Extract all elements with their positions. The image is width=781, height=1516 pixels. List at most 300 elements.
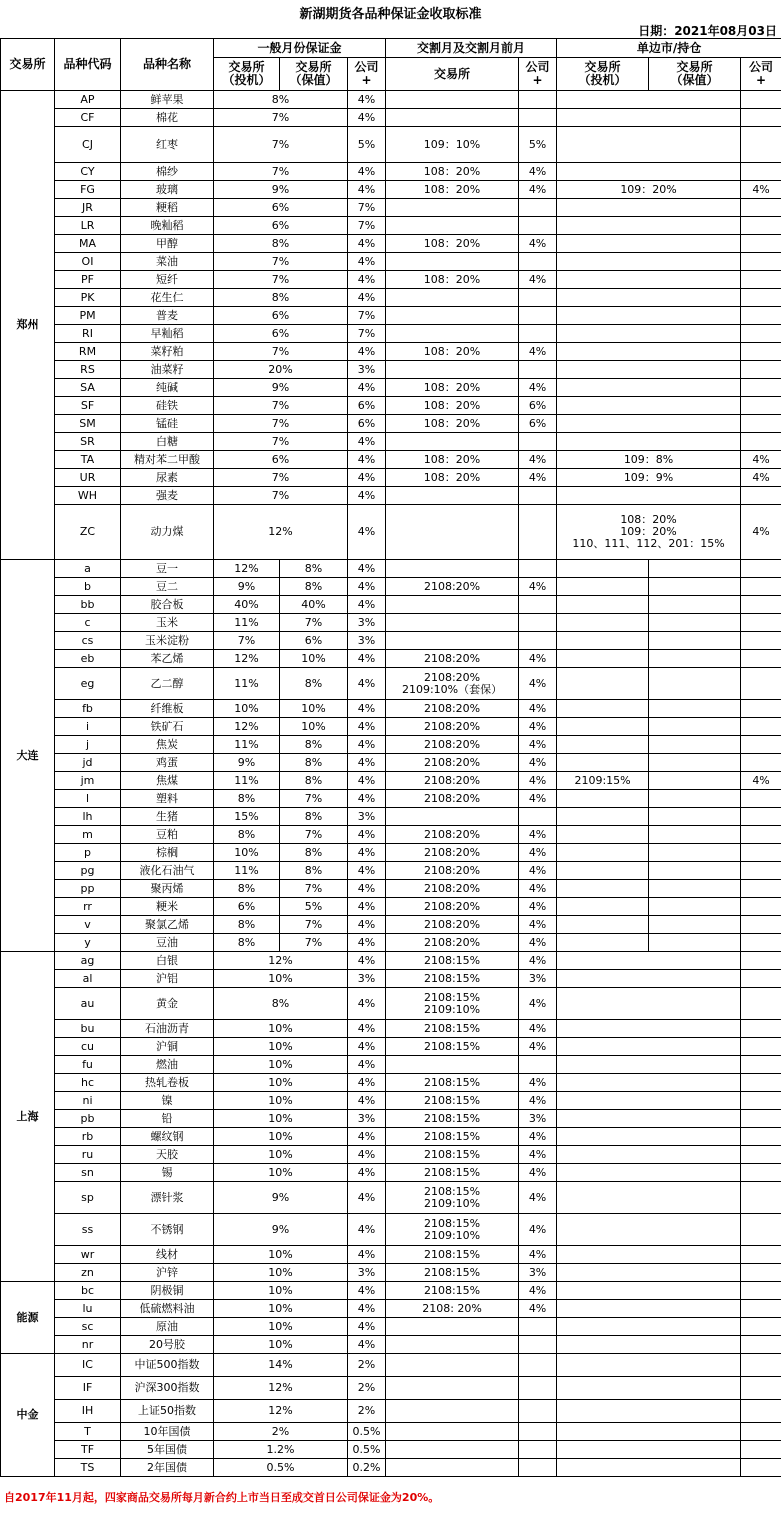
delivery-margin: 2108:20% xyxy=(386,578,519,596)
general-margin-spec: 11% xyxy=(214,736,280,754)
general-margin: 10% xyxy=(214,1110,348,1128)
single-margin-hedge xyxy=(649,614,741,632)
general-margin: 7% xyxy=(214,433,348,451)
single-margin-hedge xyxy=(649,650,741,668)
single-company xyxy=(741,163,781,181)
table-row xyxy=(1,614,781,632)
table-row xyxy=(1,1092,781,1110)
single-margin xyxy=(557,1092,741,1110)
product-name: 漂针浆 xyxy=(121,1182,214,1214)
delivery-company xyxy=(519,1441,557,1459)
general-margin-hedge: 6% xyxy=(280,632,348,650)
single-company xyxy=(741,650,781,668)
single-company xyxy=(741,988,781,1020)
product-code: PK xyxy=(55,289,121,307)
general-margin-hedge: 8% xyxy=(280,560,348,578)
general-margin: 8% xyxy=(214,289,348,307)
general-margin: 7% xyxy=(214,271,348,289)
single-margin xyxy=(557,361,741,379)
table-row xyxy=(1,826,781,844)
delivery-company xyxy=(519,325,557,343)
general-company: 4% xyxy=(348,1336,386,1354)
single-company xyxy=(741,289,781,307)
single-margin-hedge xyxy=(649,718,741,736)
general-margin-hedge: 8% xyxy=(280,844,348,862)
table-row xyxy=(1,1300,781,1318)
single-company xyxy=(741,487,781,505)
table-row xyxy=(1,790,781,808)
single-margin xyxy=(557,1146,741,1164)
delivery-margin: 2108:15% 2109:10% xyxy=(386,1214,519,1246)
single-margin xyxy=(557,379,741,397)
general-margin-hedge: 7% xyxy=(280,790,348,808)
general-margin: 10% xyxy=(214,1246,348,1264)
product-code: cu xyxy=(55,1038,121,1056)
general-company: 4% xyxy=(348,253,386,271)
general-margin-hedge: 40% xyxy=(280,596,348,614)
general-company: 4% xyxy=(348,1146,386,1164)
table-row xyxy=(1,451,781,469)
delivery-company: 4% xyxy=(519,235,557,253)
single-margin-hedge xyxy=(649,560,741,578)
product-name: 沪锌 xyxy=(121,1264,214,1282)
delivery-company: 4% xyxy=(519,1020,557,1038)
product-code: i xyxy=(55,718,121,736)
single-margin-spec xyxy=(557,718,649,736)
general-margin: 10% xyxy=(214,1164,348,1182)
single-company xyxy=(741,1182,781,1214)
single-company xyxy=(741,1110,781,1128)
delivery-company: 6% xyxy=(519,415,557,433)
table-row xyxy=(1,1056,781,1074)
general-company: 4% xyxy=(348,1038,386,1056)
single-margin xyxy=(557,1354,741,1377)
table-row xyxy=(1,307,781,325)
single-margin xyxy=(557,952,741,970)
single-company xyxy=(741,578,781,596)
product-name: 锡 xyxy=(121,1164,214,1182)
single-company xyxy=(741,397,781,415)
single-company xyxy=(741,1282,781,1300)
single-company xyxy=(741,1164,781,1182)
single-margin-hedge xyxy=(649,632,741,650)
delivery-margin xyxy=(386,596,519,614)
single-margin: 109：9% xyxy=(557,469,741,487)
table-row xyxy=(1,1336,781,1354)
table-row xyxy=(1,199,781,217)
delivery-company: 4% xyxy=(519,1164,557,1182)
product-name: 玻璃 xyxy=(121,181,214,199)
product-code: sc xyxy=(55,1318,121,1336)
single-margin xyxy=(557,1282,741,1300)
product-code: ZC xyxy=(55,505,121,560)
delivery-company: 4% xyxy=(519,862,557,880)
product-name: 乙二醇 xyxy=(121,668,214,700)
product-name: 早籼稻 xyxy=(121,325,214,343)
delivery-company: 4% xyxy=(519,844,557,862)
product-code: fu xyxy=(55,1056,121,1074)
single-margin xyxy=(557,1020,741,1038)
general-company: 4% xyxy=(348,560,386,578)
delivery-margin xyxy=(386,289,519,307)
general-margin: 8% xyxy=(214,235,348,253)
product-name: 白银 xyxy=(121,952,214,970)
product-code: ag xyxy=(55,952,121,970)
general-company: 4% xyxy=(348,1182,386,1214)
general-company: 0.5% xyxy=(348,1423,386,1441)
header-delivery: 交割月及交割月前月 xyxy=(386,39,557,58)
delivery-company: 4% xyxy=(519,718,557,736)
product-name: 豆油 xyxy=(121,934,214,952)
general-margin-hedge: 8% xyxy=(280,754,348,772)
single-margin xyxy=(557,1214,741,1246)
table-row xyxy=(1,397,781,415)
delivery-company: 4% xyxy=(519,826,557,844)
single-margin xyxy=(557,1056,741,1074)
delivery-margin: 108：20% xyxy=(386,469,519,487)
delivery-margin: 109：10% xyxy=(386,127,519,163)
table-row xyxy=(1,560,781,578)
delivery-company: 4% xyxy=(519,952,557,970)
product-name: 鲜苹果 xyxy=(121,91,214,109)
product-name: 锰硅 xyxy=(121,415,214,433)
delivery-margin: 2108:15% xyxy=(386,952,519,970)
general-company: 4% xyxy=(348,1020,386,1038)
single-margin xyxy=(557,1300,741,1318)
product-code: ss xyxy=(55,1214,121,1246)
table-row xyxy=(1,880,781,898)
header-company: 公司 + xyxy=(348,58,386,91)
single-company xyxy=(741,1400,781,1423)
table-row xyxy=(1,505,781,560)
header-delivery-company: 公司 + xyxy=(519,58,557,91)
general-company: 7% xyxy=(348,307,386,325)
product-code: CJ xyxy=(55,127,121,163)
general-margin: 10% xyxy=(214,1020,348,1038)
table-row xyxy=(1,934,781,952)
general-margin: 10% xyxy=(214,1300,348,1318)
single-company xyxy=(741,1441,781,1459)
general-margin-hedge: 5% xyxy=(280,898,348,916)
delivery-margin xyxy=(386,808,519,826)
general-margin: 8% xyxy=(214,988,348,1020)
table-row xyxy=(1,127,781,163)
general-margin: 10% xyxy=(214,1264,348,1282)
product-name: 黄金 xyxy=(121,988,214,1020)
single-margin xyxy=(557,1182,741,1214)
product-code: CF xyxy=(55,109,121,127)
exchange-name: 郑州 xyxy=(1,91,55,560)
general-margin-spec: 9% xyxy=(214,754,280,772)
delivery-company xyxy=(519,560,557,578)
single-margin: 109：20% xyxy=(557,181,741,199)
table-row xyxy=(1,1441,781,1459)
general-company: 4% xyxy=(348,578,386,596)
table-row xyxy=(1,1354,781,1377)
delivery-margin: 108：20% xyxy=(386,163,519,181)
general-company: 4% xyxy=(348,880,386,898)
single-margin xyxy=(557,271,741,289)
general-margin: 20% xyxy=(214,361,348,379)
general-margin-hedge: 8% xyxy=(280,808,348,826)
general-margin: 7% xyxy=(214,127,348,163)
product-code: jd xyxy=(55,754,121,772)
general-company: 4% xyxy=(348,379,386,397)
single-margin xyxy=(557,1441,741,1459)
general-company: 4% xyxy=(348,469,386,487)
delivery-company: 4% xyxy=(519,1300,557,1318)
single-margin xyxy=(557,1038,741,1056)
general-margin: 10% xyxy=(214,1074,348,1092)
delivery-company xyxy=(519,289,557,307)
product-name: 粳米 xyxy=(121,898,214,916)
delivery-margin: 2108:15% xyxy=(386,1282,519,1300)
general-margin: 14% xyxy=(214,1354,348,1377)
header-code: 品种代码 xyxy=(55,39,121,91)
table-row xyxy=(1,952,781,970)
single-margin: 109：8% xyxy=(557,451,741,469)
product-code: LR xyxy=(55,217,121,235)
single-margin xyxy=(557,1110,741,1128)
product-code: j xyxy=(55,736,121,754)
header-general: 一般月份保证金 xyxy=(214,39,386,58)
general-margin-hedge: 7% xyxy=(280,614,348,632)
delivery-company: 4% xyxy=(519,736,557,754)
product-code: TF xyxy=(55,1441,121,1459)
product-code: PM xyxy=(55,307,121,325)
single-margin xyxy=(557,1128,741,1146)
product-code: pp xyxy=(55,880,121,898)
single-company: 4% xyxy=(741,181,781,199)
table-row xyxy=(1,91,781,109)
delivery-margin xyxy=(386,614,519,632)
delivery-company: 4% xyxy=(519,790,557,808)
product-name: 燃油 xyxy=(121,1056,214,1074)
delivery-margin: 108：20% xyxy=(386,181,519,199)
delivery-margin xyxy=(386,487,519,505)
single-margin-spec xyxy=(557,808,649,826)
general-company: 4% xyxy=(348,91,386,109)
product-code: RS xyxy=(55,361,121,379)
delivery-company xyxy=(519,253,557,271)
general-margin-spec: 6% xyxy=(214,898,280,916)
delivery-margin xyxy=(386,361,519,379)
single-company xyxy=(741,253,781,271)
product-name: 热轧卷板 xyxy=(121,1074,214,1092)
single-margin xyxy=(557,289,741,307)
general-company: 4% xyxy=(348,700,386,718)
delivery-company: 4% xyxy=(519,1282,557,1300)
single-company xyxy=(741,934,781,952)
product-code: SA xyxy=(55,379,121,397)
single-company xyxy=(741,1459,781,1477)
product-name: 螺纹钢 xyxy=(121,1128,214,1146)
product-name: 玉米淀粉 xyxy=(121,632,214,650)
table-row xyxy=(1,361,781,379)
general-company: 0.2% xyxy=(348,1459,386,1477)
product-code: y xyxy=(55,934,121,952)
table-row xyxy=(1,235,781,253)
general-company: 6% xyxy=(348,415,386,433)
delivery-company: 4% xyxy=(519,271,557,289)
general-margin-spec: 10% xyxy=(214,844,280,862)
delivery-company xyxy=(519,487,557,505)
general-company: 2% xyxy=(348,1354,386,1377)
product-code: SR xyxy=(55,433,121,451)
product-name: 晚籼稻 xyxy=(121,217,214,235)
single-company xyxy=(741,1092,781,1110)
product-code: pb xyxy=(55,1110,121,1128)
general-company: 7% xyxy=(348,217,386,235)
delivery-company: 3% xyxy=(519,1264,557,1282)
product-code: b xyxy=(55,578,121,596)
delivery-margin: 2108:15% xyxy=(386,1092,519,1110)
product-name: 动力煤 xyxy=(121,505,214,560)
single-company xyxy=(741,415,781,433)
general-company: 4% xyxy=(348,1164,386,1182)
general-margin-hedge: 7% xyxy=(280,934,348,952)
delivery-company: 4% xyxy=(519,1074,557,1092)
product-name: 沪铝 xyxy=(121,970,214,988)
single-margin-spec xyxy=(557,880,649,898)
product-code: bb xyxy=(55,596,121,614)
general-company: 7% xyxy=(348,325,386,343)
single-company xyxy=(741,1056,781,1074)
general-company: 4% xyxy=(348,1300,386,1318)
general-company: 3% xyxy=(348,1264,386,1282)
general-margin: 6% xyxy=(214,199,348,217)
product-code: rr xyxy=(55,898,121,916)
table-row xyxy=(1,1459,781,1477)
single-margin xyxy=(557,1377,741,1400)
single-company xyxy=(741,1300,781,1318)
header-name: 品种名称 xyxy=(121,39,214,91)
single-margin xyxy=(557,1459,741,1477)
product-code: PF xyxy=(55,271,121,289)
single-company xyxy=(741,235,781,253)
single-company xyxy=(741,271,781,289)
general-margin-hedge: 10% xyxy=(280,718,348,736)
product-code: UR xyxy=(55,469,121,487)
delivery-company: 4% xyxy=(519,379,557,397)
single-margin-hedge xyxy=(649,668,741,700)
product-name: 焦炭 xyxy=(121,736,214,754)
single-company xyxy=(741,1246,781,1264)
general-margin-hedge: 10% xyxy=(280,650,348,668)
single-margin xyxy=(557,1400,741,1423)
general-margin: 10% xyxy=(214,1282,348,1300)
product-name: 液化石油气 xyxy=(121,862,214,880)
general-company: 4% xyxy=(348,343,386,361)
product-code: a xyxy=(55,560,121,578)
margin-table xyxy=(0,38,781,1477)
delivery-margin: 2108:20% xyxy=(386,700,519,718)
product-code: au xyxy=(55,988,121,1020)
single-company xyxy=(741,790,781,808)
product-code: bu xyxy=(55,1020,121,1038)
single-company xyxy=(741,1074,781,1092)
delivery-company: 4% xyxy=(519,578,557,596)
delivery-company: 4% xyxy=(519,1038,557,1056)
general-margin-spec: 8% xyxy=(214,934,280,952)
product-name: 豆二 xyxy=(121,578,214,596)
product-code: JR xyxy=(55,199,121,217)
single-margin-spec xyxy=(557,736,649,754)
single-margin-hedge xyxy=(649,898,741,916)
delivery-company: 4% xyxy=(519,343,557,361)
general-company: 5% xyxy=(348,127,386,163)
general-company: 4% xyxy=(348,650,386,668)
product-code: T xyxy=(55,1423,121,1441)
table-row xyxy=(1,217,781,235)
single-company xyxy=(741,952,781,970)
delivery-margin: 108：20% xyxy=(386,343,519,361)
general-company: 4% xyxy=(348,952,386,970)
product-name: 聚氯乙烯 xyxy=(121,916,214,934)
single-margin-hedge xyxy=(649,844,741,862)
single-margin-spec xyxy=(557,596,649,614)
general-company: 4% xyxy=(348,1092,386,1110)
product-name: 豆一 xyxy=(121,560,214,578)
delivery-margin: 2108:20% 2109:10%（套保） xyxy=(386,668,519,700)
delivery-company: 4% xyxy=(519,700,557,718)
header-single-hedge: 交易所 （保值） xyxy=(649,58,741,91)
general-margin-hedge: 7% xyxy=(280,826,348,844)
delivery-margin xyxy=(386,1318,519,1336)
product-name: 线材 xyxy=(121,1246,214,1264)
delivery-margin: 2108:20% xyxy=(386,754,519,772)
single-company xyxy=(741,614,781,632)
general-margin: 1.2% xyxy=(214,1441,348,1459)
single-margin-spec xyxy=(557,578,649,596)
delivery-margin xyxy=(386,307,519,325)
general-margin-spec: 11% xyxy=(214,668,280,700)
single-margin xyxy=(557,1246,741,1264)
delivery-margin: 2108:20% xyxy=(386,898,519,916)
general-margin: 9% xyxy=(214,181,348,199)
delivery-margin xyxy=(386,1377,519,1400)
delivery-company xyxy=(519,109,557,127)
single-margin-spec xyxy=(557,650,649,668)
header-single-spec: 交易所 （投机） xyxy=(557,58,649,91)
delivery-margin: 2108:15% xyxy=(386,1246,519,1264)
single-company xyxy=(741,880,781,898)
delivery-margin: 2108:20% xyxy=(386,844,519,862)
delivery-margin xyxy=(386,433,519,451)
product-code: c xyxy=(55,614,121,632)
product-code: bc xyxy=(55,1282,121,1300)
table-row xyxy=(1,668,781,700)
header-delivery-exchange: 交易所 xyxy=(386,58,519,91)
single-margin xyxy=(557,970,741,988)
general-margin: 7% xyxy=(214,469,348,487)
general-margin: 12% xyxy=(214,1400,348,1423)
general-company: 3% xyxy=(348,970,386,988)
single-margin-spec xyxy=(557,826,649,844)
delivery-company: 3% xyxy=(519,1110,557,1128)
single-margin xyxy=(557,127,741,163)
single-margin xyxy=(557,253,741,271)
product-name: 甲醇 xyxy=(121,235,214,253)
general-company: 6% xyxy=(348,397,386,415)
table-row xyxy=(1,1246,781,1264)
delivery-margin xyxy=(386,217,519,235)
exchange-name: 大连 xyxy=(1,560,55,952)
delivery-margin: 2108:15% 2109:10% xyxy=(386,988,519,1020)
single-company xyxy=(741,808,781,826)
single-margin-hedge xyxy=(649,880,741,898)
delivery-company xyxy=(519,1056,557,1074)
